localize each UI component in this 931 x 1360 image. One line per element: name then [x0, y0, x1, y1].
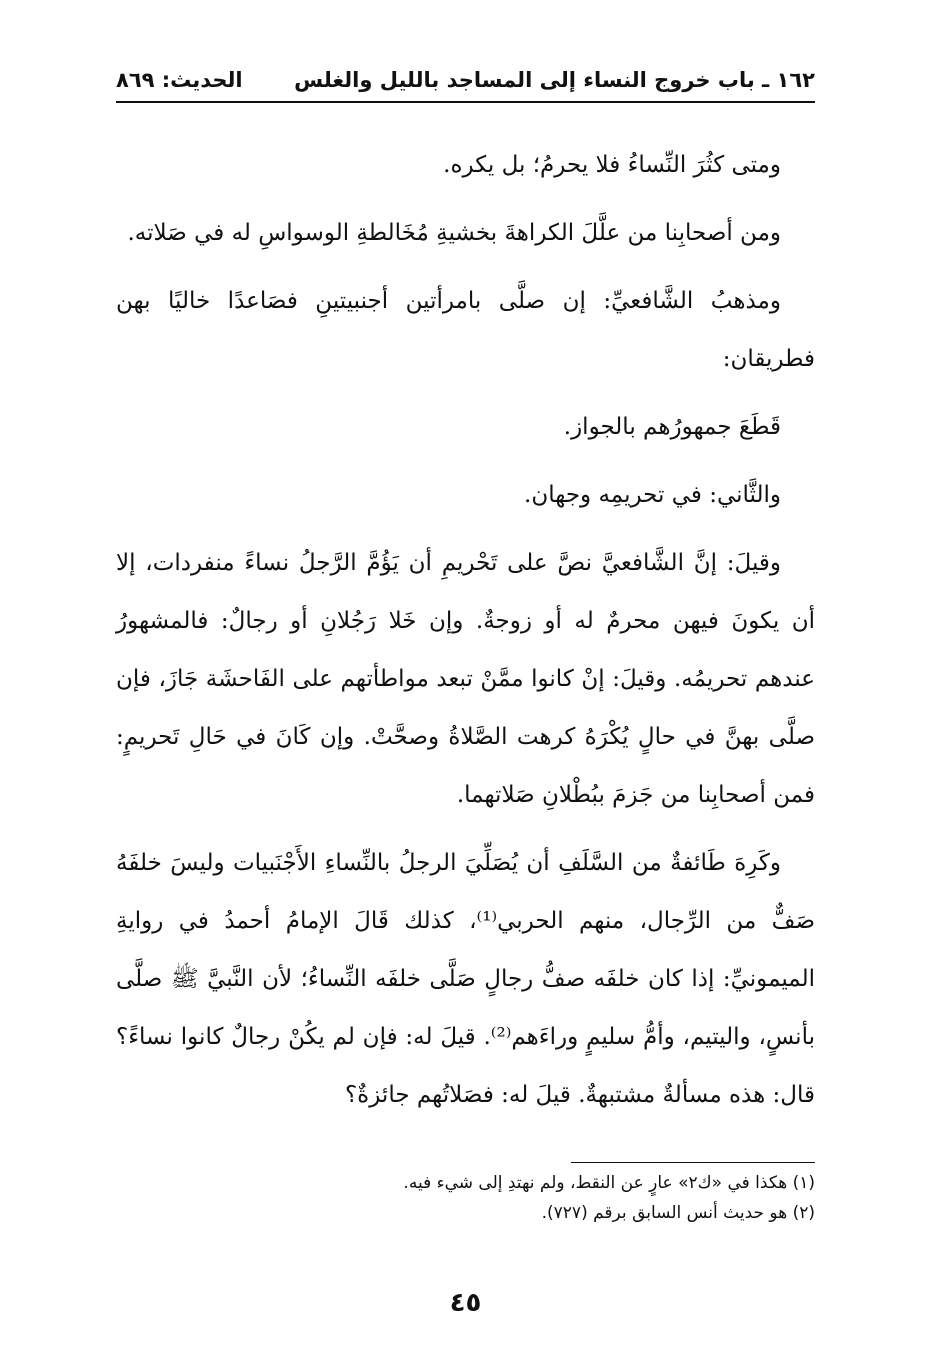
footnote-divider — [571, 1162, 815, 1163]
footnotes — [116, 1168, 815, 1228]
paragraph: ومذهبُ الشَّافعيِّ: إن صلَّى بامرأتين أجنبيتينِ فصَاعدًا خاليًا بهن فطريقان: — [116, 288, 815, 372]
running-header — [116, 64, 815, 100]
footnote: (٢) هو حديث أنس السابق برقم (٧٢٧). — [541, 1203, 815, 1223]
paragraph: والثَّاني: في تحريمِه وجهان. — [524, 482, 781, 508]
main-text — [116, 136, 815, 1134]
footnote: (١) هكذا في «ك٢» عارٍ عن النقط، ولم نهتدِ إلى شيء فيه. — [403, 1173, 815, 1193]
paragraph: وقيلَ: إنَّ الشَّافعيَّ نصَّ على تَحْريمِ أن يَؤُمَّ الرَّجلُ نساءً منفردات، إلا أن يكونَ فيهن محرمٌ له أو زوجةٌ. وإن خَلا رَجُلانِ أو رجالٌ: فالمشهورُ عندهم تحريمُه. وقيلَ: إنْ كانوا ممَّنْ تبعد مواطأتهم على الفَاحشَة جَازَ، فإن صلَّى بهنَّ في حالٍ يُكْرَهُ كرهت الصَّلاةُ وصحَّتْ. وإن كَانَ في حَالِ تَحريمٍ: فمن أصحابِنا من جَزمَ ببُطْلانِ صَلاتهما. — [116, 550, 815, 808]
header-divider — [116, 101, 815, 103]
paragraph: قَطَعَ جمهورُهم بالجواز. — [563, 414, 781, 440]
hadith-reference: الحديث: ٨٦٩ — [116, 68, 243, 92]
paragraph: ومن أصحابِنا من علَّلَ الكراهةَ بخشيةِ مُخَالطةِ الوسواسِ له في صَلاته. — [127, 220, 781, 246]
chapter-title: ١٦٢ ـ باب خروج النساء إلى المساجد بالليل والغلس — [294, 68, 815, 92]
paragraph: ومتى كثُرَ النِّساءُ فلا يحرمُ؛ بل يكره. — [443, 152, 781, 178]
paragraph: وكَرِهَ طَائفةٌ من السَّلَفِ أن يُصَلِّيَ الرجلُ بالنِّساءِ الأَجْنَبيات وليسَ خلفَهُ صَفٌّ من الرِّجال، منهم الحربي⁽¹⁾، كذلك قَالَ الإمامُ أحمدُ في روايةِ الميمونيِّ: إذا كان خلفَه صفُّ رجالٍ صَلَّى خلفَه النِّساءُ؛ لأن النَّبيَّ ﷺ صلَّى بأنسٍ، واليتيم، وأمُّ سليمٍ وراءَهم⁽²⁾. قيلَ له: فإن لم يكُنْ رجالٌ كانوا نساءً؟ قال: هذه مسألةٌ مشتبهةٌ. قيلَ له: فصَلاتُهم جائزةٌ؟ — [116, 850, 816, 1108]
page-number: ٤٥ — [449, 1288, 482, 1318]
